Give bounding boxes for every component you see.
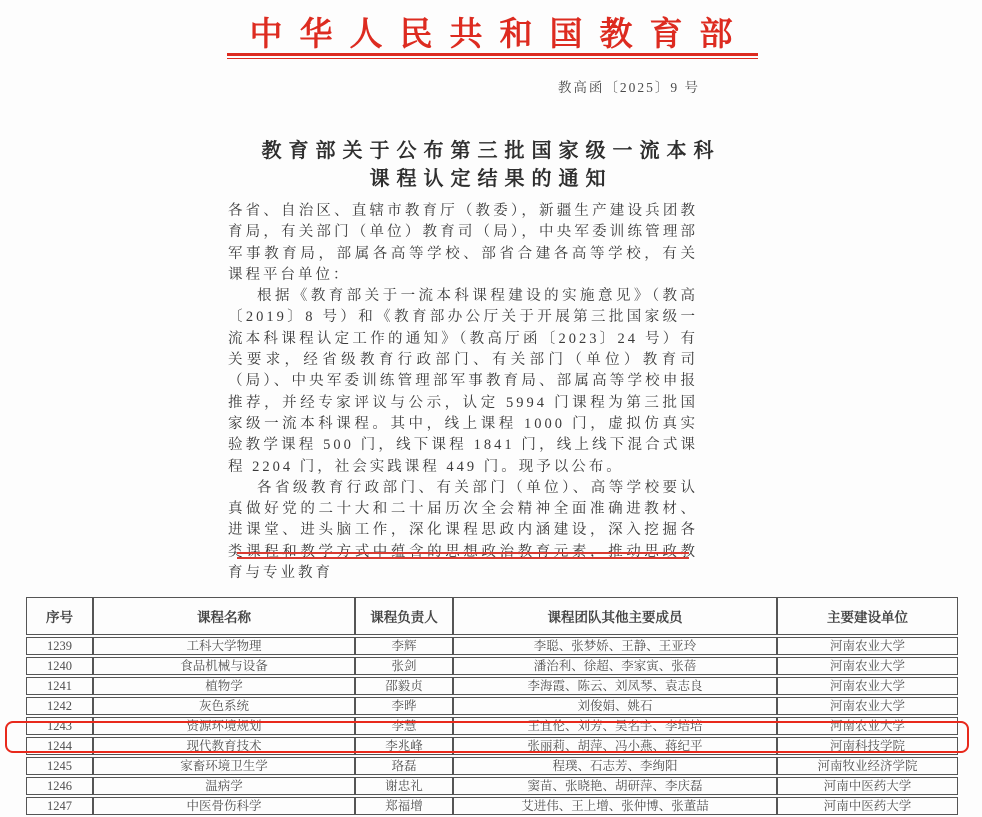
row-no: 1241: [26, 677, 93, 695]
row-no: 1243: [26, 717, 93, 735]
course-name: 食品机械与设备: [93, 657, 355, 675]
table-row-highlighted: [26, 737, 958, 755]
course-name: 温病学: [93, 777, 355, 795]
col-header-course: 课程名称: [93, 597, 355, 635]
table-row: [26, 637, 958, 655]
team-members: 程璞、石志芳、李绚阳: [453, 757, 777, 775]
course-leader: 邵毅贞: [355, 677, 453, 695]
course-name: 植物学: [93, 677, 355, 695]
row-no: 1240: [26, 657, 93, 675]
course-leader: 李兆峰: [355, 737, 453, 755]
institution: 河南农业大学: [777, 657, 958, 675]
col-header-org: 主要建设单位: [777, 597, 958, 635]
ministry-letterhead: 中华人民共和国教育部: [249, 17, 750, 53]
course-leader: 珞磊: [355, 757, 453, 775]
body-paragraph: 根据《教育部关于一流本科课程建设的实施意见》（教高〔2019〕8 号）和《教育部办公厅关于开展第三批国家级一流本科课程认定工作的通知》（教高厅函〔2023〕24 号）有关要求，经省级教育行政部门、有关部门（单位）教育司（局）、中央军委训练管理部军事教育局、部属高等学校申报推荐，并经专家评议与公示，认定 5994 门课程为第三批国家级一流本科课程。其中，线上课程 1000 门，虚拟仿真实验教学课程 500 门，线下课程 1841 门，线上线下混合式课程 2204 门，社会实践课程 449 门。现予以公布。: [228, 288, 698, 475]
table-header-row: [26, 597, 958, 635]
row-no: 1239: [26, 637, 93, 655]
body-paragraph: 各省级教育行政部门、有关部门（单位）、高等学校要认真做好党的二十大和二十届历次全会精神全面准确进教材、进课堂、进头脑工作，深化课程思政内涵建设，深入挖掘各类课程和教学方式中蕴含的思想政治教育元素，推动思政教育与专业教育: [228, 479, 698, 582]
courses-table: [26, 595, 958, 817]
course-name: 中医骨伤科学: [93, 797, 355, 815]
letterhead-divider: [227, 53, 758, 59]
salutation-paragraph: 各省、自治区、直辖市教育厅（教委），新疆生产建设兵团教育局，有关部门（单位）教育司（局），中央军委训练管理部军事教育局，部属各高等学校、部省合建各高等学校，有关课程平台单位：: [228, 203, 698, 283]
institution: 河南农业大学: [777, 637, 958, 655]
institution: 河南牧业经济学院: [777, 757, 958, 775]
course-leader: 郑福增: [355, 797, 453, 815]
row-no: 1246: [26, 777, 93, 795]
course-leader: 李晔: [355, 697, 453, 715]
course-name: 工科大学物理: [93, 637, 355, 655]
table-row: [26, 777, 958, 795]
team-members: 王宜伦、刘芳、吴名宇、李培培: [453, 717, 777, 735]
table-row: [26, 757, 958, 775]
course-leader: 张剑: [355, 657, 453, 675]
institution: 河南科技学院: [777, 737, 958, 755]
course-leader: 谢忠礼: [355, 777, 453, 795]
team-members: 艾进伟、王上增、张仲博、张董喆: [453, 797, 777, 815]
table-row: [26, 697, 958, 715]
row-no: 1242: [26, 697, 93, 715]
row-no: 1247: [26, 797, 93, 815]
course-name: 现代教育技术: [93, 737, 355, 755]
row-no: 1244: [26, 737, 93, 755]
table-row: [26, 717, 958, 735]
team-members: 潘治利、徐超、李家寅、张蓓: [453, 657, 777, 675]
course-name: 家畜环境卫生学: [93, 757, 355, 775]
table-row: [26, 657, 958, 675]
team-members: 窦苗、张晓艳、胡研萍、李庆磊: [453, 777, 777, 795]
notice-title-line2: 课程认定结果的通知: [369, 168, 613, 190]
team-members: 张丽莉、胡萍、冯小燕、蒋纪平: [453, 737, 777, 755]
col-header-team: 课程团队其他主要成员: [453, 597, 777, 635]
institution: 河南农业大学: [777, 697, 958, 715]
course-name: 灰色系统: [93, 697, 355, 715]
red-cut-marker-line: [237, 552, 689, 559]
course-name: 资源环境规划: [93, 717, 355, 735]
course-leader: 李慧: [355, 717, 453, 735]
institution: 河南中医药大学: [777, 777, 958, 795]
team-members: 刘俊娟、姚石: [453, 697, 777, 715]
document-number: 教高函〔2025〕9 号: [557, 80, 700, 95]
institution: 河南农业大学: [777, 717, 958, 735]
col-header-leader: 课程负责人: [355, 597, 453, 635]
notice-title-line1: 教育部关于公布第三批国家级一流本科: [261, 140, 721, 162]
notice-body: [228, 201, 698, 584]
col-header-no: 序号: [26, 597, 93, 635]
team-members: 李海霞、陈云、刘凤琴、袁志良: [453, 677, 777, 695]
course-leader: 李辉: [355, 637, 453, 655]
notice-title: [0, 137, 982, 193]
table-row: [26, 677, 958, 695]
institution: 河南中医药大学: [777, 797, 958, 815]
row-no: 1245: [26, 757, 93, 775]
team-members: 李聪、张梦娇、王静、王亚玲: [453, 637, 777, 655]
institution: 河南农业大学: [777, 677, 958, 695]
